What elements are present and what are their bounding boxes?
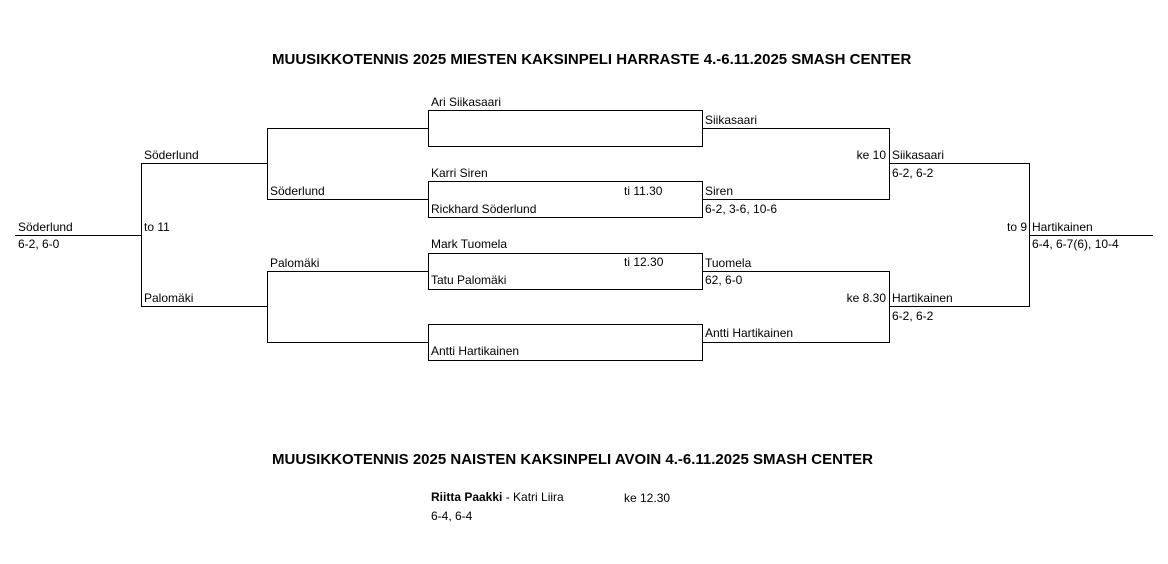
left-soderlund: Söderlund — [144, 148, 199, 162]
r1-m3-bottom-player: Tatu Palomäki — [431, 273, 507, 287]
final-winner: Hartikainen — [1032, 220, 1093, 234]
left-winner-score: 6-2, 6-0 — [18, 237, 60, 251]
left-r1-third-line — [267, 271, 429, 272]
final-score: 6-4, 6-7(6), 10-4 — [1032, 237, 1119, 251]
r2-w1: Siikasaari — [705, 113, 758, 127]
r1-m2-time: ti 11.30 — [624, 184, 663, 198]
women-player2: Katri Liira — [513, 490, 564, 504]
r2-bottom-vline — [889, 271, 890, 343]
women-match — [431, 490, 564, 504]
r2-w3: Tuomela — [705, 256, 752, 270]
r2-w3-score: 62, 6-0 — [705, 273, 743, 287]
left-semi-top-label: Söderlund — [270, 184, 325, 198]
final-time: to 9 — [1006, 220, 1027, 234]
left-top-vline — [267, 128, 268, 200]
r1-m3-bottom-line — [428, 289, 702, 290]
r2-third-line — [702, 271, 890, 272]
r2-w4: Antti Hartikainen — [705, 326, 794, 340]
women-score: 6-4, 6-4 — [431, 509, 473, 523]
qf-bottom-score: 6-2, 6-2 — [892, 309, 934, 323]
final-winner-line — [1029, 235, 1153, 236]
r1-m2-bottom-line — [428, 217, 702, 218]
left-semi-bottom-line — [141, 306, 268, 307]
qf-top-winner: Siikasaari — [892, 148, 945, 162]
left-semi-top-line — [141, 163, 268, 164]
left-r1-top-line — [267, 128, 429, 129]
r1-m3-top-player: Mark Tuomela — [431, 237, 508, 251]
left-r1-second-line — [267, 199, 429, 200]
r1-m3-top-line — [428, 253, 702, 254]
r2-w2-score: 6-2, 3-6, 10-6 — [705, 202, 778, 216]
qf-top-time: ke 10 — [856, 148, 886, 162]
left-semi-time: to 11 — [144, 220, 170, 234]
r1-m1-top-line — [428, 110, 702, 111]
qf-top-line — [889, 163, 1030, 164]
women-separator: - — [502, 490, 514, 504]
qf-top-score: 6-2, 6-2 — [892, 166, 934, 180]
r1-m2-bottom-player: Rickhard Söderlund — [431, 202, 537, 216]
r1-m4-bottom-player: Antti Hartikainen — [431, 344, 520, 358]
r1-m1-bottom-line — [428, 146, 702, 147]
women-time: ke 12.30 — [624, 491, 671, 505]
qf-bottom-winner: Hartikainen — [892, 291, 953, 305]
r2-second-line — [702, 199, 890, 200]
r1-m2-top-line — [428, 181, 702, 182]
r1-m4-bottom-line — [428, 360, 702, 361]
r1-m2-top-player: Karri Siren — [431, 166, 488, 180]
r2-top-vline — [889, 128, 890, 200]
left-palomaki: Palomäki — [144, 291, 194, 305]
r2-top-line — [702, 128, 890, 129]
men-title: MUUSIKKOTENNIS 2025 MIESTEN KAKSINPELI HARRASTE 4.-6.11.2025 SMASH CENTER — [272, 51, 912, 68]
r1-m4-top-line — [428, 324, 702, 325]
left-winner-line — [15, 235, 142, 236]
left-r1-bottom-line — [267, 342, 429, 343]
women-player1: Riitta Paakki — [431, 490, 503, 504]
r1-m3-time: ti 12.30 — [624, 255, 664, 269]
women-title: MUUSIKKOTENNIS 2025 NAISTEN KAKSINPELI AVOIN 4.-6.11.2025 SMASH CENTER — [272, 451, 873, 468]
left-semi-bottom-label: Palomäki — [270, 256, 320, 270]
r2-bottom-line — [702, 342, 890, 343]
r1-m1-top-player: Ari Siikasaari — [431, 95, 502, 109]
left-bottom-vline — [267, 271, 268, 343]
left-winner: Söderlund — [18, 220, 73, 234]
qf-bottom-line — [889, 306, 1030, 307]
qf-bottom-time: ke 8.30 — [846, 291, 886, 305]
r2-w2: Siren — [705, 184, 734, 198]
